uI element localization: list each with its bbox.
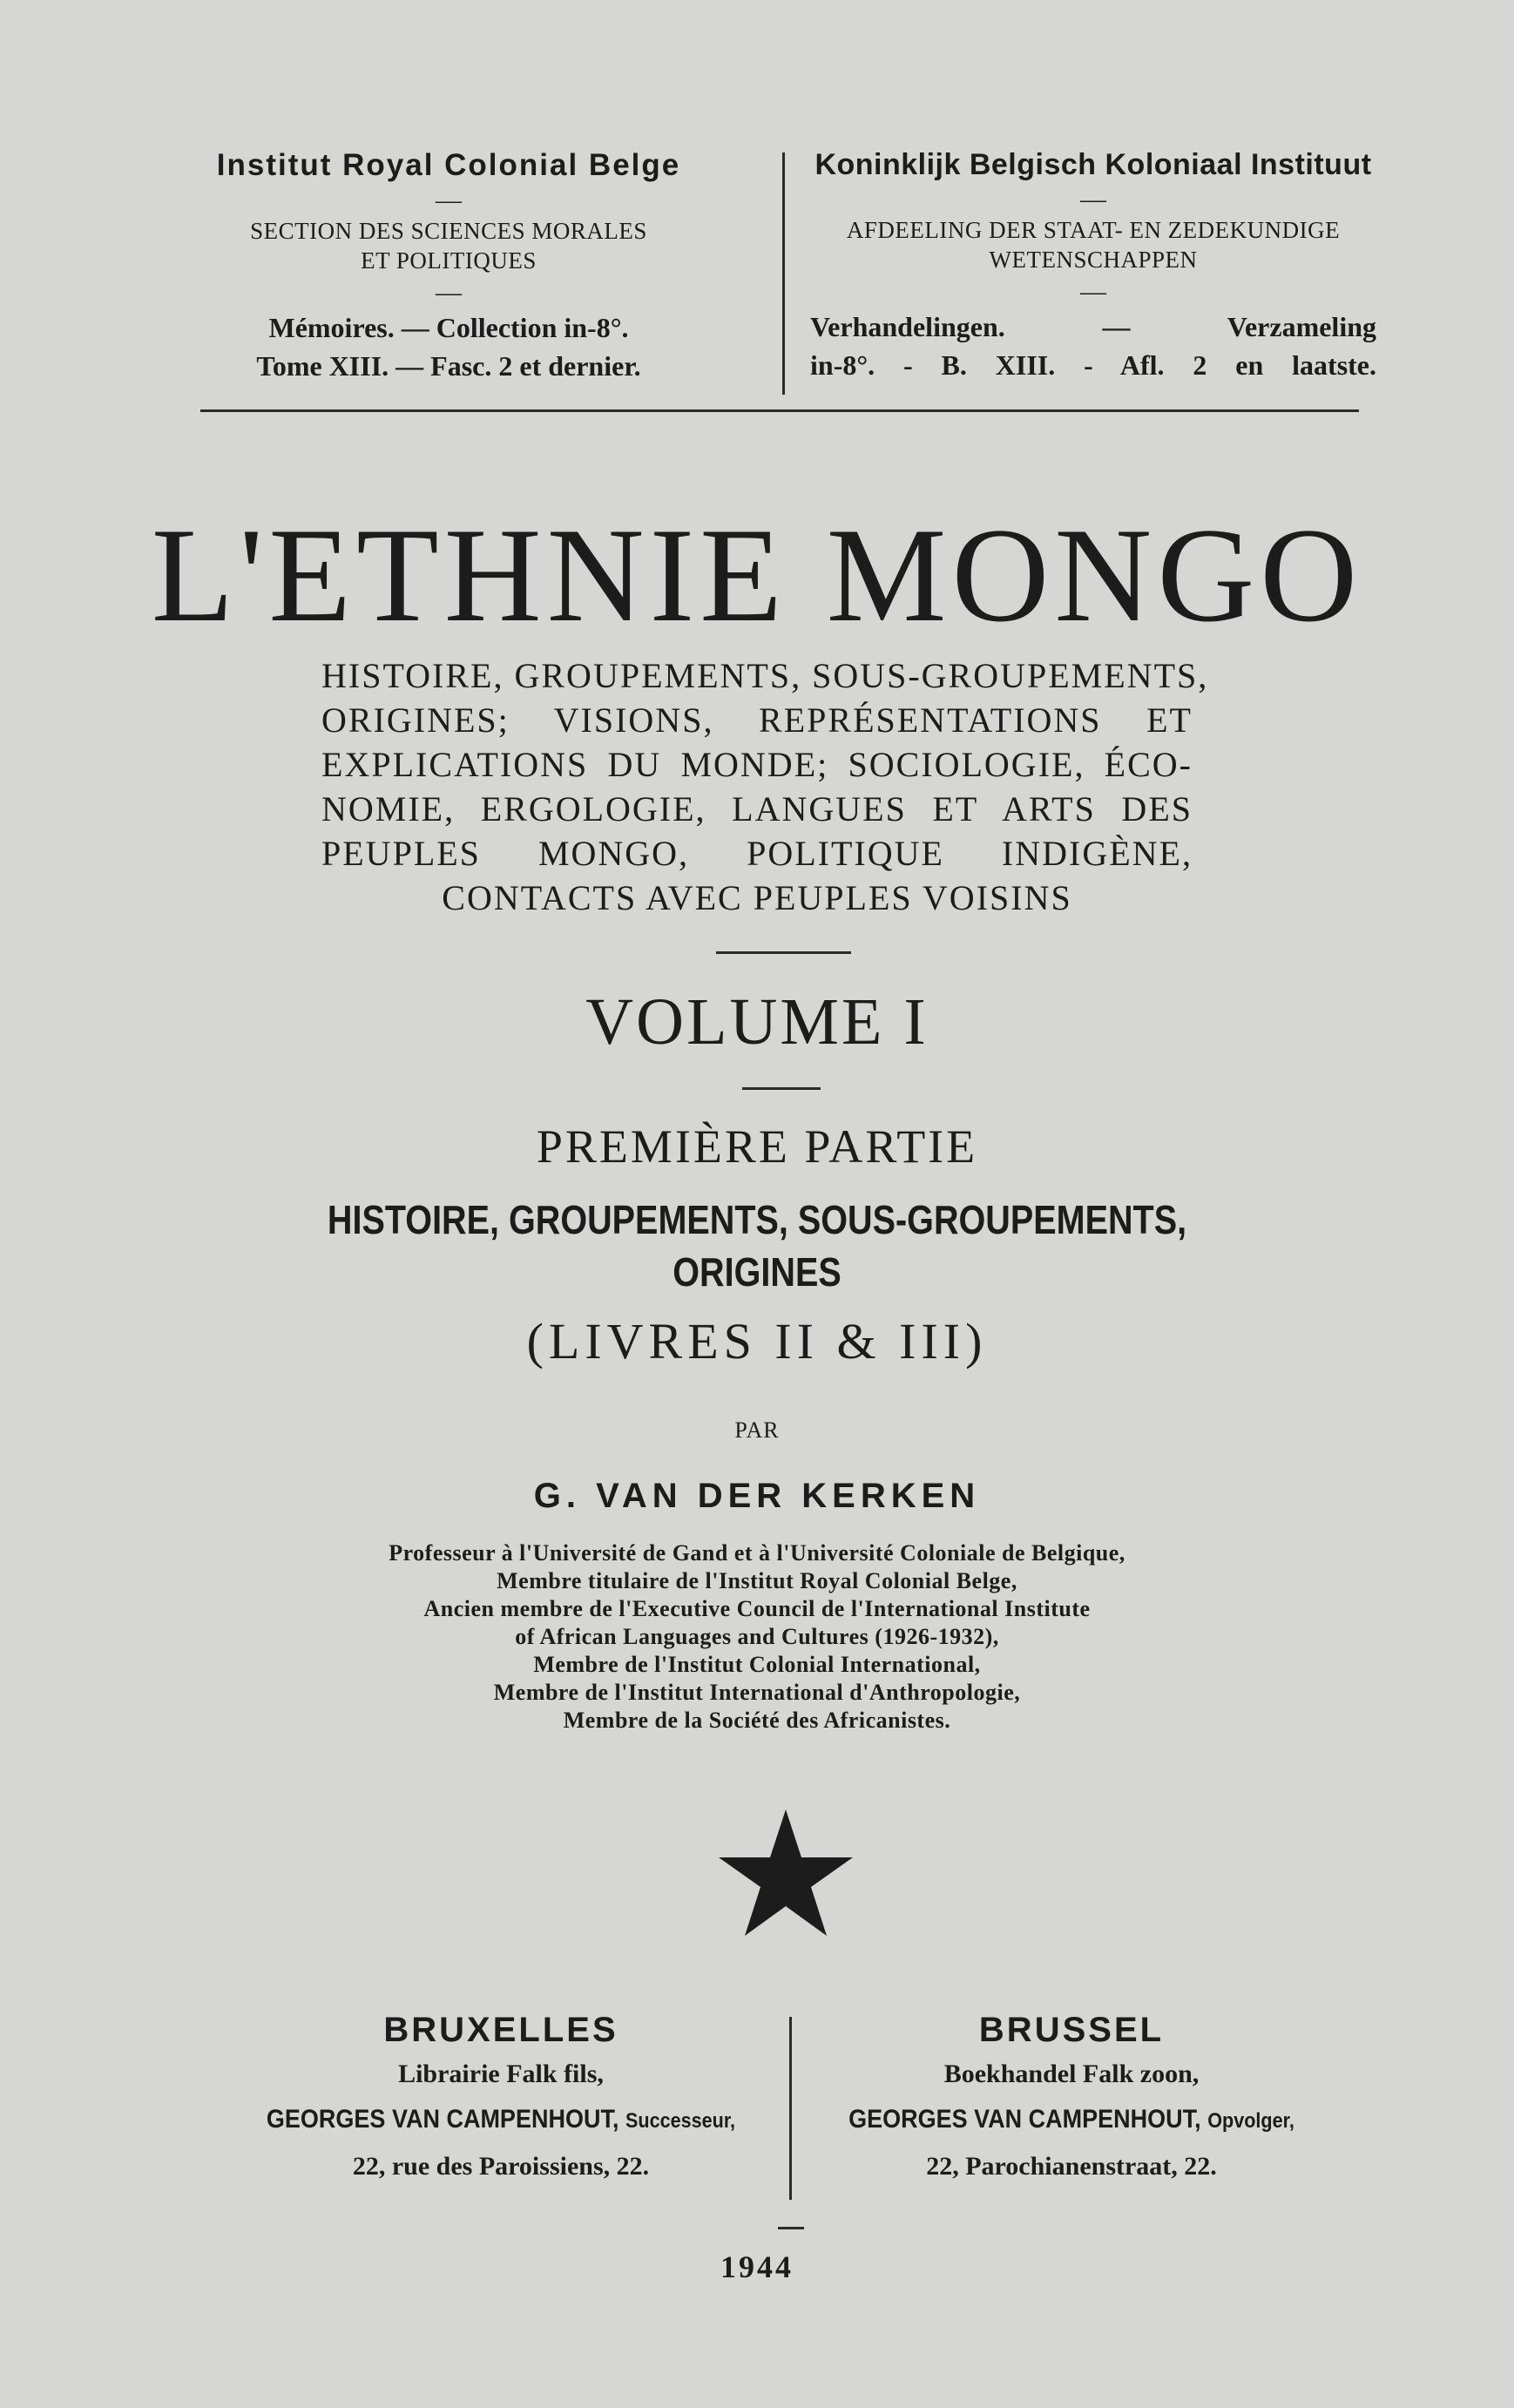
part-title bbox=[106, 1194, 1409, 1298]
volume-rule-bottom bbox=[742, 1087, 821, 1090]
subtitle-line: CONTACTS AVEC PEUPLES VOISINS bbox=[442, 878, 1072, 917]
subtitle-line: PEUPLES MONGO, POLITIQUE INDIGÈNE, bbox=[321, 834, 1193, 873]
publisher-fr bbox=[247, 2097, 756, 2144]
imprint-dutch bbox=[793, 2008, 1350, 2189]
institute-name-nl: Koninklijk Belgisch Koloniaal Instituut bbox=[814, 148, 1372, 181]
publisher-role: Successeur, bbox=[625, 2109, 736, 2133]
credential-line: Professeur à l'Université de Gand et à l'Université Coloniale de Belgique, bbox=[389, 1540, 1125, 1566]
address-fr: 22, rue des Paroissiens, 22. bbox=[352, 2152, 650, 2181]
imprint-french bbox=[218, 2008, 784, 2189]
subtitle-line: HISTOIRE, GROUPEMENTS, SOUS-GROUPEMENTS, bbox=[321, 656, 1209, 695]
section-name-fr: SECTION DES SCIENCES MORALES ET POLITIQUES bbox=[250, 218, 647, 274]
shop-fr: Librairie Falk fils, bbox=[398, 2060, 604, 2088]
header-dutch bbox=[810, 148, 1376, 384]
subtitle bbox=[321, 653, 1209, 920]
by-label: PAR bbox=[734, 1417, 780, 1443]
tome-fr: Tome XIII. — Fasc. 2 et dernier. bbox=[256, 350, 641, 382]
author-credentials bbox=[0, 1539, 1514, 1735]
header-rule bbox=[200, 409, 1359, 412]
imprint-divider bbox=[789, 2017, 792, 2200]
volume-label: VOLUME I bbox=[585, 985, 929, 1059]
header-dash: — bbox=[1080, 277, 1106, 306]
publisher-role: Opvolger, bbox=[1207, 2109, 1294, 2133]
publication-year: 1944 bbox=[720, 2249, 794, 2284]
header-dash: — bbox=[1080, 185, 1106, 213]
part-title-line: ORIGINES bbox=[673, 1249, 841, 1295]
publisher-name: GEORGES VAN CAMPENHOUT, bbox=[266, 2105, 619, 2134]
subtitle-line: EXPLICATIONS DU MONDE; SOCIOLOGIE, ÉCO- bbox=[321, 745, 1193, 784]
header-dash: — bbox=[436, 186, 462, 214]
tome-nl: in-8°. - B. XIII. - Afl. 2 en laatste. bbox=[810, 349, 1376, 381]
institute-name-fr: Institut Royal Colonial Belge bbox=[216, 148, 681, 182]
header-divider bbox=[782, 152, 785, 395]
header-french bbox=[183, 148, 714, 385]
subtitle-line: NOMIE, ERGOLOGIE, LANGUES ET ARTS DES bbox=[321, 789, 1193, 829]
volume-rule-top bbox=[716, 951, 851, 954]
part-label: PREMIÈRE PARTIE bbox=[536, 1120, 978, 1173]
credential-line: Membre de l'Institut International d'Anthropologie, bbox=[493, 1680, 1021, 1705]
credential-line: Membre de l'Institut Colonial International, bbox=[533, 1652, 981, 1677]
credential-line: Membre de la Société des Africanistes. bbox=[563, 1708, 951, 1733]
shop-nl: Boekhandel Falk zoon, bbox=[943, 2060, 1200, 2088]
year-dash bbox=[778, 2227, 804, 2229]
collection-nl: Verhandelingen. — Verzameling bbox=[810, 311, 1376, 342]
credential-line: of African Languages and Cultures (1926-1932), bbox=[515, 1624, 999, 1649]
publisher-nl bbox=[821, 2097, 1322, 2144]
header-dash: — bbox=[436, 278, 462, 307]
city-fr: BRUXELLES bbox=[383, 2011, 618, 2049]
star-icon bbox=[716, 1808, 855, 1938]
address-nl: 22, Parochianenstraat, 22. bbox=[926, 2152, 1217, 2181]
publisher-name: GEORGES VAN CAMPENHOUT, bbox=[848, 2105, 1201, 2134]
author-name: G. VAN DER KERKEN bbox=[533, 1477, 981, 1515]
books-label: (LIVRES II & III) bbox=[526, 1313, 988, 1370]
collection-fr: Mémoires. — Collection in-8°. bbox=[268, 312, 629, 343]
section-name-nl: AFDEELING DER STAAT- EN ZEDEKUNDIGE WETENSCHAPPEN bbox=[846, 217, 1341, 273]
part-title-line: HISTOIRE, GROUPEMENTS, SOUS-GROUPEMENTS, bbox=[327, 1197, 1187, 1242]
credential-line: Membre titulaire de l'Institut Royal Colonial Belge, bbox=[497, 1568, 1017, 1593]
credential-line: Ancien membre de l'Executive Council de l'International Institute bbox=[423, 1596, 1091, 1621]
subtitle-line: ORIGINES; VISIONS, REPRÉSENTATIONS ET bbox=[321, 700, 1193, 740]
main-title: L'ETHNIE MONGO bbox=[151, 500, 1363, 650]
city-nl: BRUSSEL bbox=[978, 2011, 1165, 2049]
